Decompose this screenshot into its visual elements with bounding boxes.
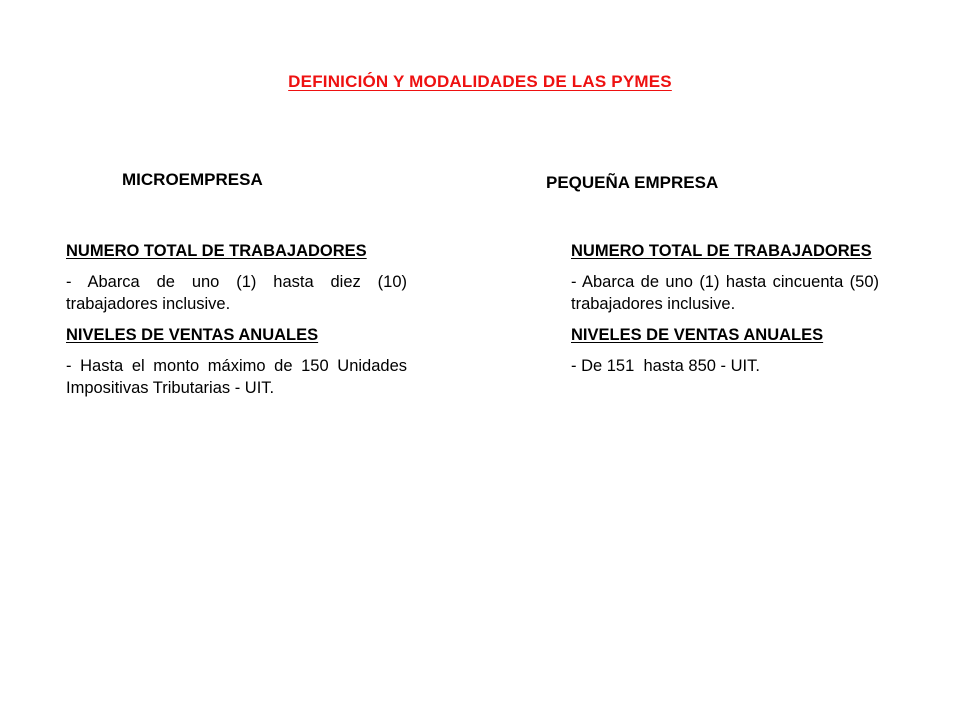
pequena-empresa-column <box>571 240 884 386</box>
slide-title: DEFINICIÓN Y MODALIDADES DE LAS PYMES <box>288 72 672 91</box>
sales-text: - De 151 hasta 850 - UIT. <box>571 357 760 375</box>
sales-label: NIVELES DE VENTAS ANUALES <box>571 326 824 344</box>
sales-label: NIVELES DE VENTAS ANUALES <box>66 326 319 344</box>
workers-text: - Abarca de uno (1) hasta diez (10) trabajadores inclusive. <box>66 273 407 313</box>
workers-label: NUMERO TOTAL DE TRABAJADORES <box>66 242 367 260</box>
microempresa-column <box>66 240 407 408</box>
workers-label: NUMERO TOTAL DE TRABAJADORES <box>571 242 872 260</box>
workers-text: - Abarca de uno (1) hasta cincuenta (50) trabajadores inclusive. <box>571 273 884 313</box>
pequena-empresa-heading: PEQUEÑA EMPRESA <box>546 173 719 192</box>
microempresa-heading: MICROEMPRESA <box>122 170 263 189</box>
sales-text: - Hasta el monto máximo de 150 Unidades Impositivas Tributarias - UIT. <box>66 357 407 397</box>
